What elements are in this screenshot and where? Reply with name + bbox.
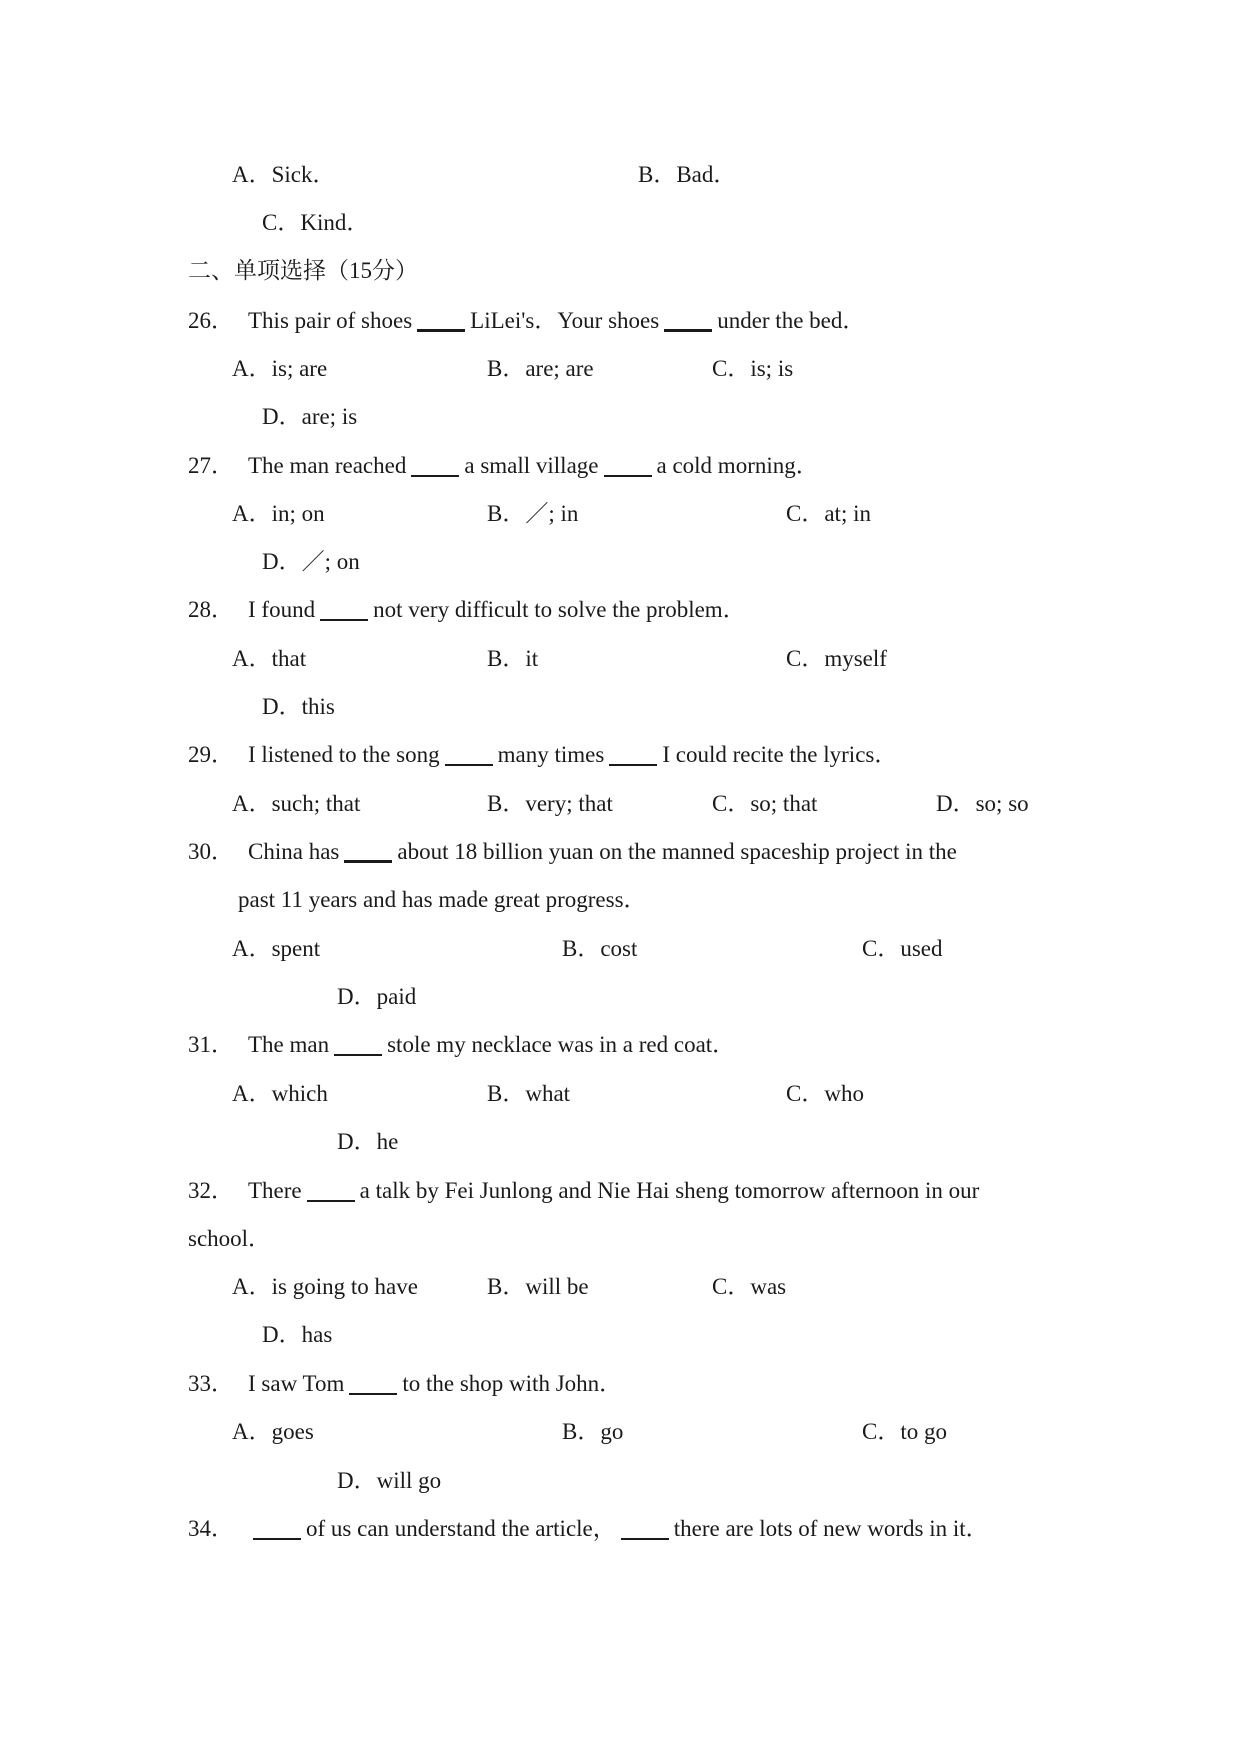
question-32-continued: school． <box>188 1226 272 1251</box>
option-a: A．is; are <box>232 356 328 381</box>
answer-blank <box>344 860 392 863</box>
option-a: A．spent <box>232 936 321 961</box>
question-text: under the bed． <box>717 308 866 333</box>
question-text: there are lots of new words in it． <box>673 1516 989 1541</box>
question-text: many times <box>497 742 605 767</box>
option-c: C．to go <box>862 1419 947 1444</box>
question-27 <box>188 451 819 481</box>
option-c: C．who <box>786 1081 864 1106</box>
question-31 <box>188 1030 735 1060</box>
question-text: not very difficult to solve the problem． <box>373 597 746 622</box>
option-b: B．will be <box>487 1274 589 1299</box>
option-c: C．Kind． <box>262 210 370 235</box>
answer-blank <box>307 1200 355 1202</box>
question-number: 28． <box>188 597 234 622</box>
question-text: I found <box>248 597 316 622</box>
question-text: to the shop with John． <box>402 1371 623 1396</box>
question-33 <box>188 1369 622 1399</box>
question-number: 34． <box>188 1516 234 1541</box>
question-number: 27． <box>188 453 234 478</box>
option-c: C．used <box>862 936 943 961</box>
option-b: B．what <box>487 1081 571 1106</box>
question-text: about 18 billion yuan on the manned spaceship project in the <box>397 839 957 864</box>
answer-blank <box>621 1538 669 1540</box>
option-b: B．it <box>487 646 539 671</box>
option-a: A．that <box>232 646 307 671</box>
question-text: The man reached <box>248 453 407 478</box>
option-d: D．／; on <box>262 549 360 574</box>
question-text: a small village <box>464 453 599 478</box>
option-a: A．such; that <box>232 791 361 816</box>
question-30 <box>188 837 957 867</box>
question-text: The man <box>248 1032 330 1057</box>
question-number: 32． <box>188 1178 234 1203</box>
option-d: D．so; so <box>936 791 1029 816</box>
question-text: of us can understand the article， <box>306 1516 616 1541</box>
option-b: B．Bad． <box>638 162 737 187</box>
answer-blank <box>609 764 657 766</box>
question-number: 29． <box>188 742 234 767</box>
question-34 <box>188 1514 989 1544</box>
question-text: I listened to the song <box>248 742 440 767</box>
question-28 <box>188 595 746 625</box>
option-c: C．myself <box>786 646 887 671</box>
question-number: 31． <box>188 1032 234 1057</box>
question-number: 30． <box>188 839 234 864</box>
option-d: D．this <box>262 694 335 719</box>
question-text: China has <box>248 839 340 864</box>
option-d: D．has <box>262 1322 333 1347</box>
option-d: D．will go <box>337 1468 442 1493</box>
option-a: A．which <box>232 1081 328 1106</box>
option-b: B．go <box>562 1419 624 1444</box>
answer-blank <box>411 475 459 477</box>
option-d: D．are; is <box>262 404 358 429</box>
option-b: B．very; that <box>487 791 613 816</box>
answer-blank <box>253 1538 301 1540</box>
question-text: There <box>248 1178 302 1203</box>
option-c: C．is; is <box>712 356 794 381</box>
answer-blank <box>417 329 465 332</box>
option-c: C．was <box>712 1274 787 1299</box>
option-c: C．at; in <box>786 501 871 526</box>
option-a: A．Sick． <box>232 162 336 187</box>
option-a: A．in; on <box>232 501 325 526</box>
question-number: 26． <box>188 308 234 333</box>
question-29 <box>188 740 897 770</box>
option-a: A．is going to have <box>232 1274 418 1299</box>
option-a: A．goes <box>232 1419 314 1444</box>
answer-blank <box>445 764 493 766</box>
answer-blank <box>349 1393 397 1395</box>
question-text: This pair of shoes <box>248 308 413 333</box>
answer-blank <box>604 475 652 477</box>
question-text: LiLei's．Your shoes <box>470 308 660 333</box>
answer-blank <box>664 329 712 332</box>
section-title: 二、单项选择（15分） <box>188 258 418 283</box>
question-32 <box>188 1176 979 1206</box>
question-text: stole my necklace was in a red coat． <box>387 1032 736 1057</box>
answer-blank <box>334 1054 382 1056</box>
option-b: B．are; are <box>487 356 594 381</box>
question-text: I could recite the lyrics． <box>662 742 898 767</box>
question-30-continued: past 11 years and has made great progress． <box>238 887 647 912</box>
answer-blank <box>320 619 368 621</box>
question-text: a cold morning． <box>656 453 819 478</box>
option-b: B．／; in <box>487 501 579 526</box>
option-d: D．paid <box>337 984 417 1009</box>
question-26 <box>188 306 865 336</box>
option-c: C．so; that <box>712 791 818 816</box>
question-number: 33． <box>188 1371 234 1396</box>
option-b: B．cost <box>562 936 638 961</box>
option-d: D．he <box>337 1129 399 1154</box>
question-text: I saw Tom <box>248 1371 345 1396</box>
question-text: a talk by Fei Junlong and Nie Hai sheng tomorrow afternoon in our <box>359 1178 980 1203</box>
